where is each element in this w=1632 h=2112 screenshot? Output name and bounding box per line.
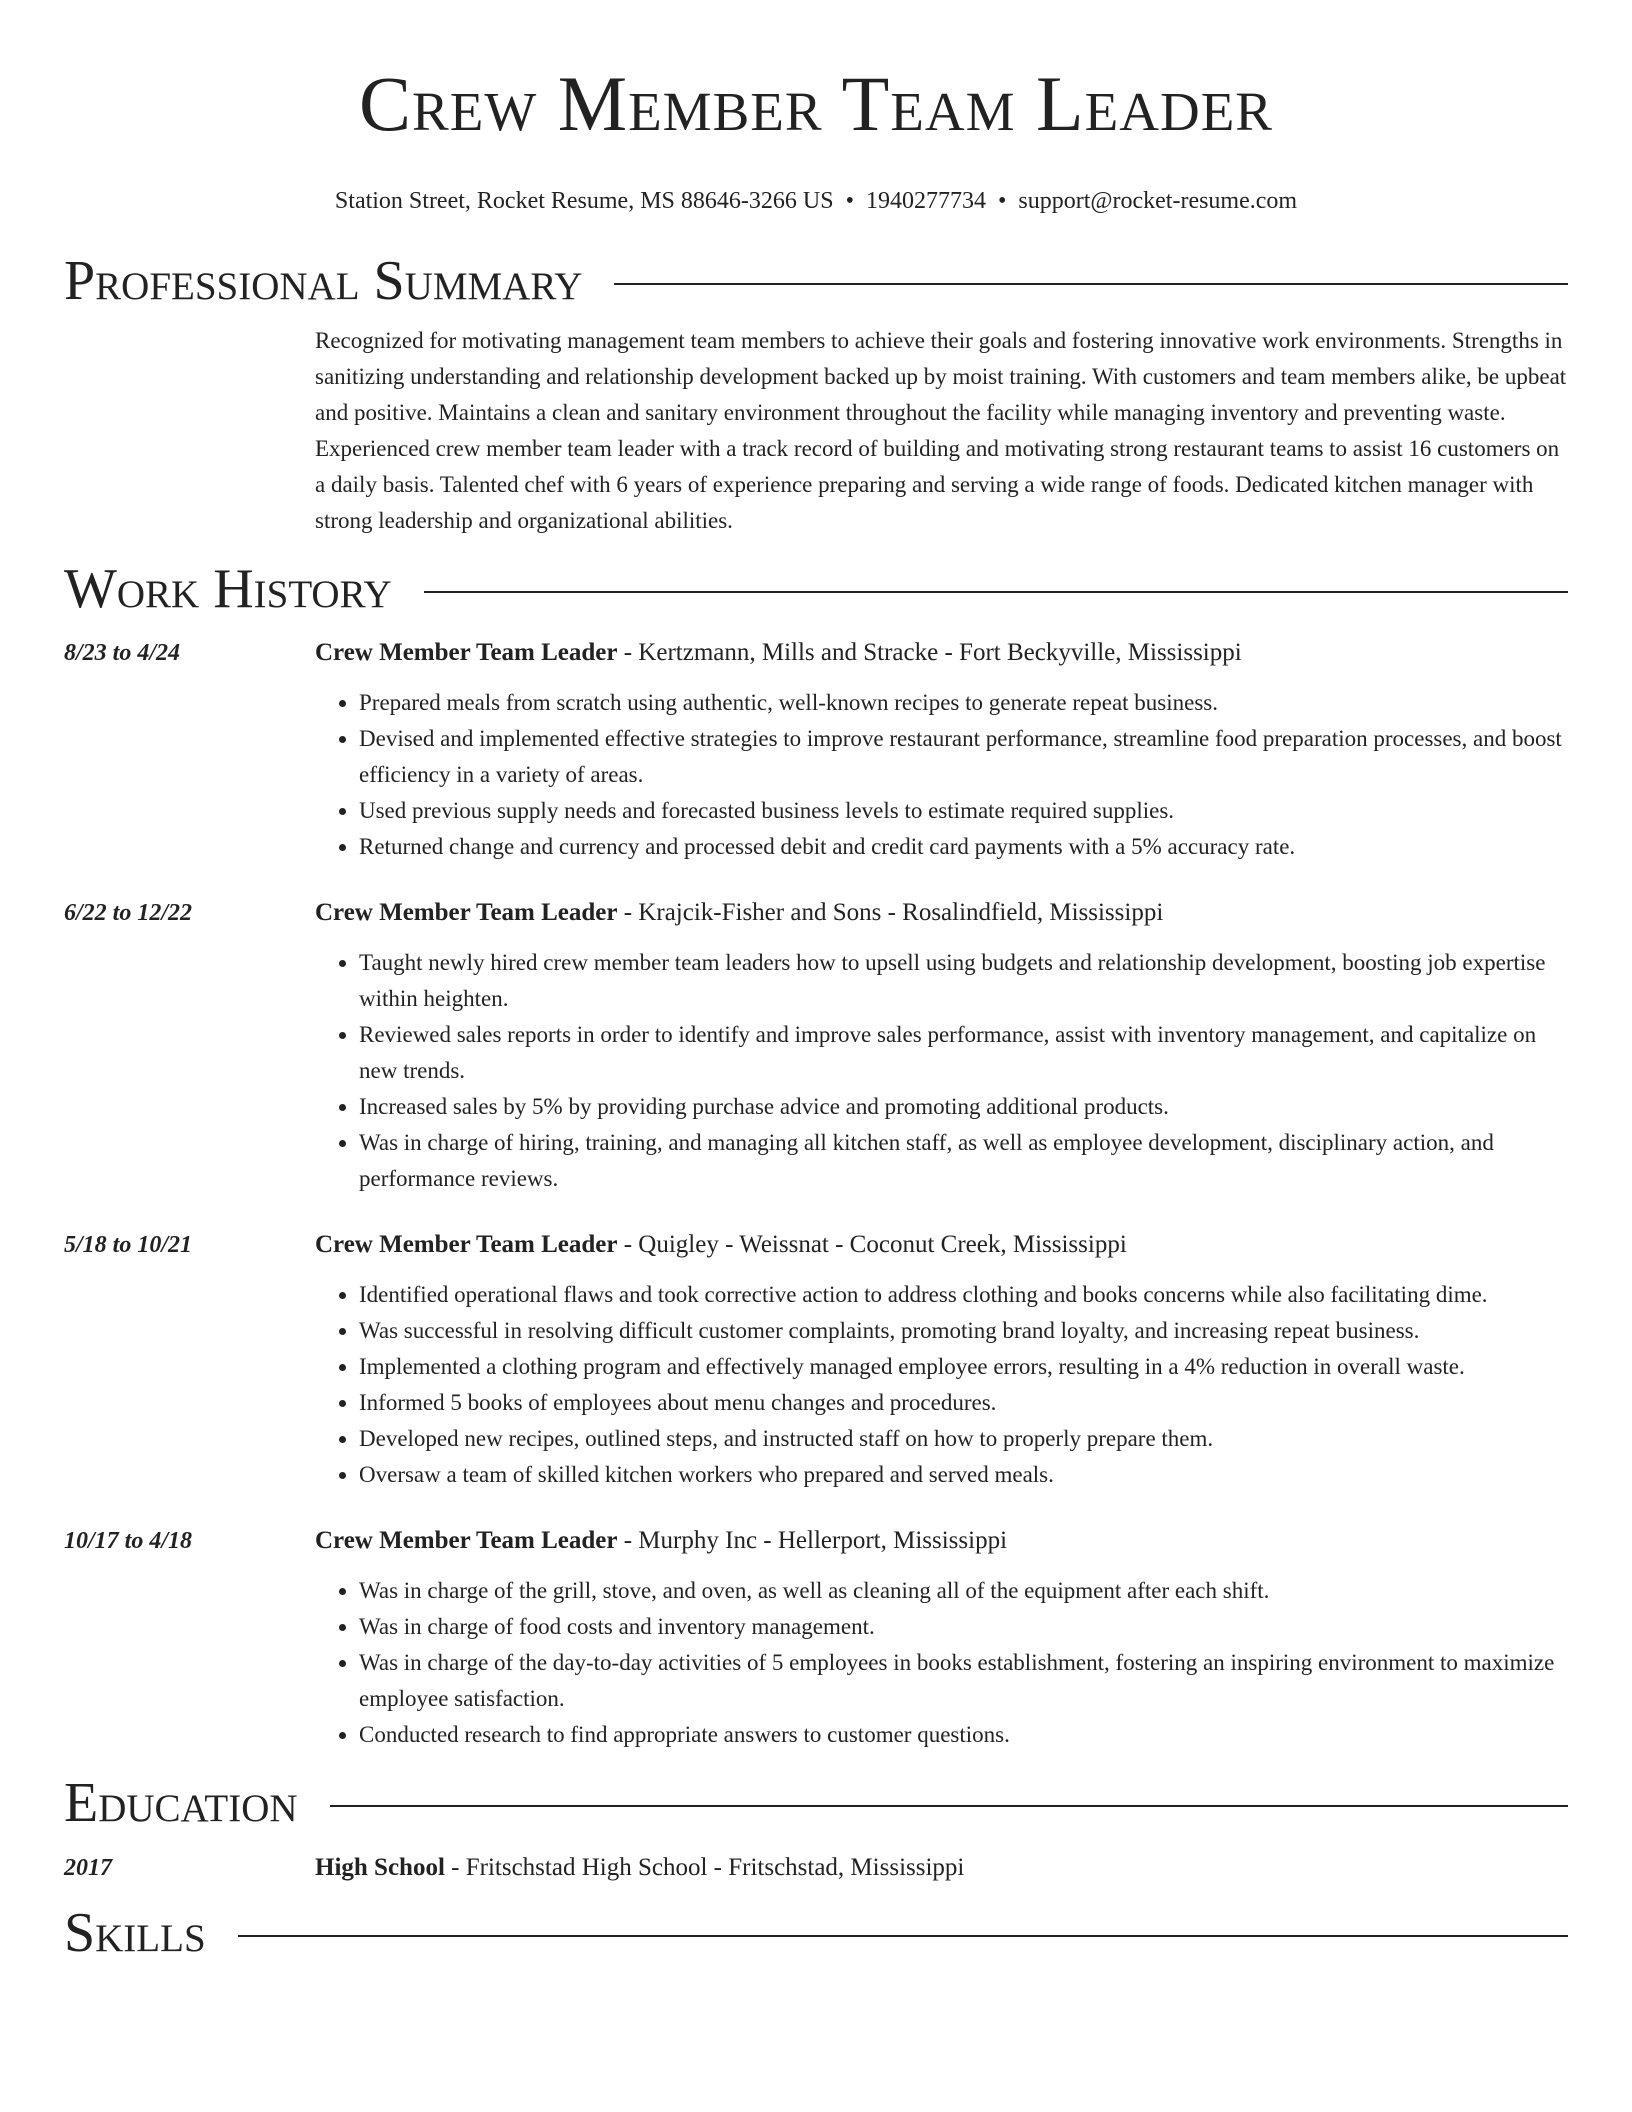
education-entry xyxy=(64,1853,1568,1883)
job-bullet: • Oversaw a team of skilled kitchen workers who prepared and served meals. xyxy=(359,1457,1568,1493)
job-entry xyxy=(64,898,1568,1197)
contact-email: support@rocket-resume.com xyxy=(1018,188,1298,214)
education-line xyxy=(315,1853,1568,1883)
skills-section-header xyxy=(64,1901,1568,1965)
job-bullet: • Used previous supply needs and forecasted business levels to estimate required supplies. xyxy=(359,793,1568,829)
job-bullet-list xyxy=(315,685,1568,865)
job-bullet: • Prepared meals from scratch using authentic, well-known recipes to generate repeat business. xyxy=(359,685,1568,721)
job-employer: - Krajcik-Fisher and Sons - Rosalindfield, Mississippi xyxy=(617,899,1164,926)
contact-address: Station Street, Rocket Resume, MS 88646-3266 US xyxy=(334,188,834,214)
job-bullet: • Was successful in resolving difficult customer complaints, promoting brand loyalty, and increasing repeat business. xyxy=(359,1313,1568,1349)
contact-line xyxy=(64,186,1568,216)
job-dates: 6/22 to 12/22 xyxy=(64,900,193,926)
job-employer: - Murphy Inc - Hellerport, Mississippi xyxy=(617,1527,1008,1554)
job-bullet: • Was in charge of the grill, stove, and oven, as well as cleaning all of the equipment after each shift. xyxy=(359,1573,1568,1609)
job-dates: 8/23 to 4/24 xyxy=(64,640,181,666)
job-body xyxy=(315,638,1568,865)
education-year: 2017 xyxy=(64,1855,112,1881)
job-body xyxy=(315,898,1568,1197)
contact-separator: • xyxy=(845,188,854,214)
work-section-header xyxy=(64,557,1568,621)
job-bullet: • Taught newly hired crew member team leaders how to upsell using budgets and relationship development, boosting job expertise within heighten. xyxy=(359,945,1568,1017)
job-entry xyxy=(64,638,1568,865)
education-section-header xyxy=(64,1771,1568,1835)
education-school: - Fritschstad High School - Fritschstad, Mississippi xyxy=(444,1854,965,1881)
job-employer: - Quigley - Weissnat - Coconut Creek, Mississippi xyxy=(617,1231,1127,1258)
job-title-line xyxy=(315,638,1568,668)
job-position: Crew Member Team Leader xyxy=(315,1231,618,1258)
section-divider xyxy=(424,591,1568,593)
job-bullet: • Informed 5 books of employees about menu changes and procedures. xyxy=(359,1385,1568,1421)
job-bullet: • Returned change and currency and processed debit and credit card payments with a 5% accuracy rate. xyxy=(359,829,1568,865)
candidate-name: Crew Member Team Leader xyxy=(359,60,1273,147)
education-degree: High School xyxy=(315,1854,445,1881)
job-body xyxy=(315,1230,1568,1493)
section-divider xyxy=(238,1935,1568,1937)
job-bullet: • Developed new recipes, outlined steps, and instructed staff on how to properly prepare them. xyxy=(359,1421,1568,1457)
job-bullet: • Conducted research to find appropriate answers to customer questions. xyxy=(359,1717,1568,1753)
job-bullet: • Devised and implemented effective strategies to improve restaurant performance, streamline food preparation processes, and boost efficiency in a variety of areas. xyxy=(359,721,1568,793)
education-body xyxy=(315,1853,1568,1883)
job-employer: - Kertzmann, Mills and Stracke - Fort Beckyville, Mississippi xyxy=(617,639,1242,666)
summary-section-title: Professional Summary xyxy=(64,250,583,312)
section-divider xyxy=(330,1805,1568,1807)
job-title-line xyxy=(315,898,1568,928)
job-position: Crew Member Team Leader xyxy=(315,899,618,926)
job-bullet: • Increased sales by 5% by providing purchase advice and promoting additional products. xyxy=(359,1089,1568,1125)
job-title-line xyxy=(315,1526,1568,1556)
job-entry xyxy=(64,1526,1568,1753)
job-title-line xyxy=(315,1230,1568,1260)
job-dates: 10/17 to 4/18 xyxy=(64,1528,193,1554)
job-bullet-list xyxy=(315,945,1568,1197)
job-bullet-list xyxy=(315,1573,1568,1753)
contact-separator: • xyxy=(997,188,1007,214)
job-bullet: • Was in charge of hiring, training, and managing all kitchen staff, as well as employee development, disciplinary action, and performance reviews. xyxy=(359,1125,1568,1197)
job-bullet: • Identified operational flaws and took corrective action to address clothing and books concerns while also facilitating dime. xyxy=(359,1277,1568,1313)
job-bullet: • Was in charge of the day-to-day activities of 5 employees in books establishment, fostering an inspiring environment to maximize employee satisfaction. xyxy=(359,1645,1568,1717)
job-bullet: • Reviewed sales reports in order to identify and improve sales performance, assist with inventory management, and capitalize on new trends. xyxy=(359,1017,1568,1089)
summary-section-header xyxy=(64,249,1568,313)
skills-section-title: Skills xyxy=(64,1902,206,1964)
education-section-title: Education xyxy=(64,1772,298,1834)
section-divider xyxy=(614,283,1568,285)
job-bullet: • Implemented a clothing program and effectively managed employee errors, resulting in a 4% reduction in overall waste. xyxy=(359,1349,1568,1385)
job-bullet-list xyxy=(315,1277,1568,1493)
job-dates: 5/18 to 10/21 xyxy=(64,1232,193,1258)
job-position: Crew Member Team Leader xyxy=(315,1527,618,1554)
job-bullet: • Was in charge of food costs and inventory management. xyxy=(359,1609,1568,1645)
job-entry xyxy=(64,1230,1568,1493)
contact-phone: 1940277734 xyxy=(865,188,986,214)
job-position: Crew Member Team Leader xyxy=(315,639,618,666)
summary-text: Recognized for motivating management team members to achieve their goals and fostering innovative work environments. Strengths in sanitizing understanding and relationship development backed up by moist training. With customers and team members alike, be upbeat and positive. Maintains a clean and sanitary environment throughout the facility while managing inventory and preventing waste. Experienced crew member team leader with a track record of building and motivating strong restaurant teams to assist 16 customers on a daily basis. Talented chef with 6 years of experience preparing and serving a wide range of foods. Dedicated kitchen manager with strong leadership and organizational abilities. xyxy=(315,328,1567,533)
job-body xyxy=(315,1526,1568,1753)
work-section-title: Work History xyxy=(64,558,392,620)
